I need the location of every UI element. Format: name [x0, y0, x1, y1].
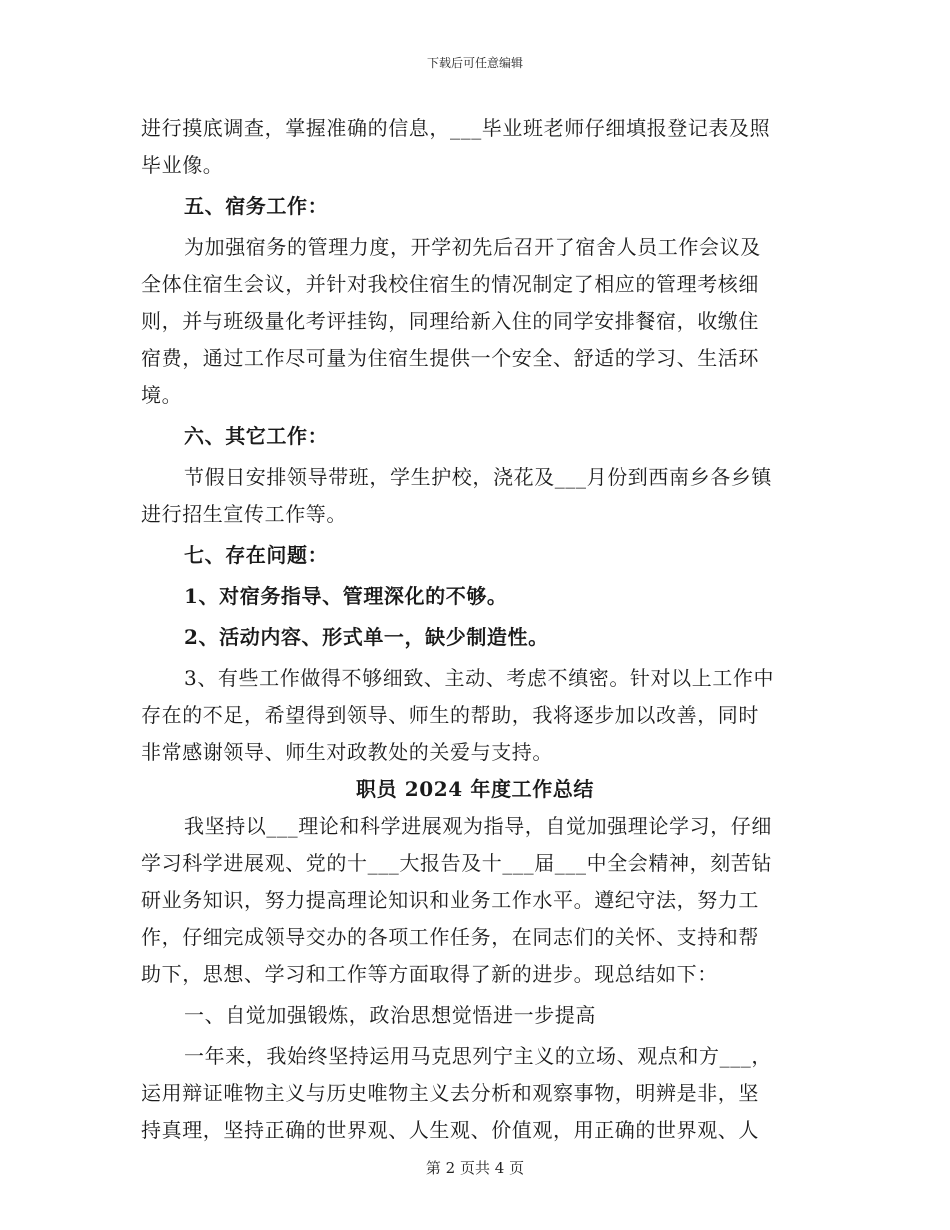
- paragraph-line: 非常感谢领导、师生对政教处的关爱与支持。: [141, 740, 553, 764]
- paragraph-line: 研业务知识，努力提高理论知识和业务工作水平。遵纪守法，努力工: [141, 888, 759, 912]
- paragraph-line: 进行招生宣传工作等。: [141, 502, 347, 526]
- paragraph-line: 则，并与班级量化考评挂钩，同理给新入住的同学安排餐宿，收缴住: [141, 309, 759, 333]
- document-body: [141, 110, 809, 1149]
- paragraph-line: 宿费，通过工作尽可量为住宿生提供一个安全、舒适的学习、生活环: [141, 346, 759, 370]
- paragraph-line: 我坚持以___理论和科学进展观为指导，自觉加强理论学习，仔细: [184, 814, 772, 838]
- paragraph-line: 节假日安排领导带班，学生护校，浇花及___月份到西南乡各乡镇: [184, 465, 772, 489]
- page-header: 下载后可任意编辑: [426, 56, 523, 70]
- document-title: 职员 2024 年度工作总结: [356, 777, 594, 801]
- paragraph-line: 学习科学进展观、党的十___大报告及十___届___中全会精神，刻苦钻: [141, 851, 772, 875]
- paragraph-line: 作，仔细完成领导交办的各项工作任务，在同志们的关怀、支持和帮: [141, 925, 759, 949]
- paragraph-line: 持真理，坚持正确的世界观、人生观、价值观，用正确的世界观、人: [141, 1118, 759, 1142]
- section-heading: 一、自觉加强锻炼，政治思想觉悟进一步提高: [184, 1003, 596, 1027]
- paragraph-line: 运用辩证唯物主义与历史唯物主义去分析和观察事物，明辨是非，坚: [141, 1081, 759, 1105]
- paragraph-line: 进行摸底调查，掌握准确的信息，___毕业班老师仔细填报登记表及照: [141, 116, 771, 140]
- section-heading: 七、存在问题：: [184, 543, 329, 567]
- paragraph-line: 为加强宿务的管理力度，开学初先后召开了宿舍人员工作会议及: [184, 235, 761, 259]
- paragraph-line: 存在的不足，希望得到领导、师生的帮助，我将逐步加以改善，同时: [141, 703, 759, 727]
- paragraph-line: 毕业像。: [141, 153, 224, 177]
- paragraph-line: 3、有些工作做得不够细致、主动、考虑不缜密。针对以上工作中: [184, 666, 775, 690]
- paragraph-line: 一年来，我始终坚持运用马克思列宁主义的立场、观点和方___，: [184, 1044, 772, 1068]
- page-footer: 第 2 页共 4 页: [425, 1159, 525, 1177]
- problem-item: 2、活动内容、形式单一，缺少制造性。: [184, 625, 549, 649]
- paragraph-line: 助下，思想、学习和工作等方面取得了新的进步。现总结如下：: [141, 962, 718, 986]
- problem-item: 1、对宿务指导、管理深化的不够。: [184, 584, 508, 608]
- section-heading: 六、其它工作：: [184, 424, 329, 448]
- section-heading: 五、宿务工作：: [184, 194, 329, 218]
- paragraph-line: 全体住宿生会议，并针对我校住宿生的情况制定了相应的管理考核细: [141, 272, 759, 296]
- paragraph-line: 境。: [141, 383, 183, 407]
